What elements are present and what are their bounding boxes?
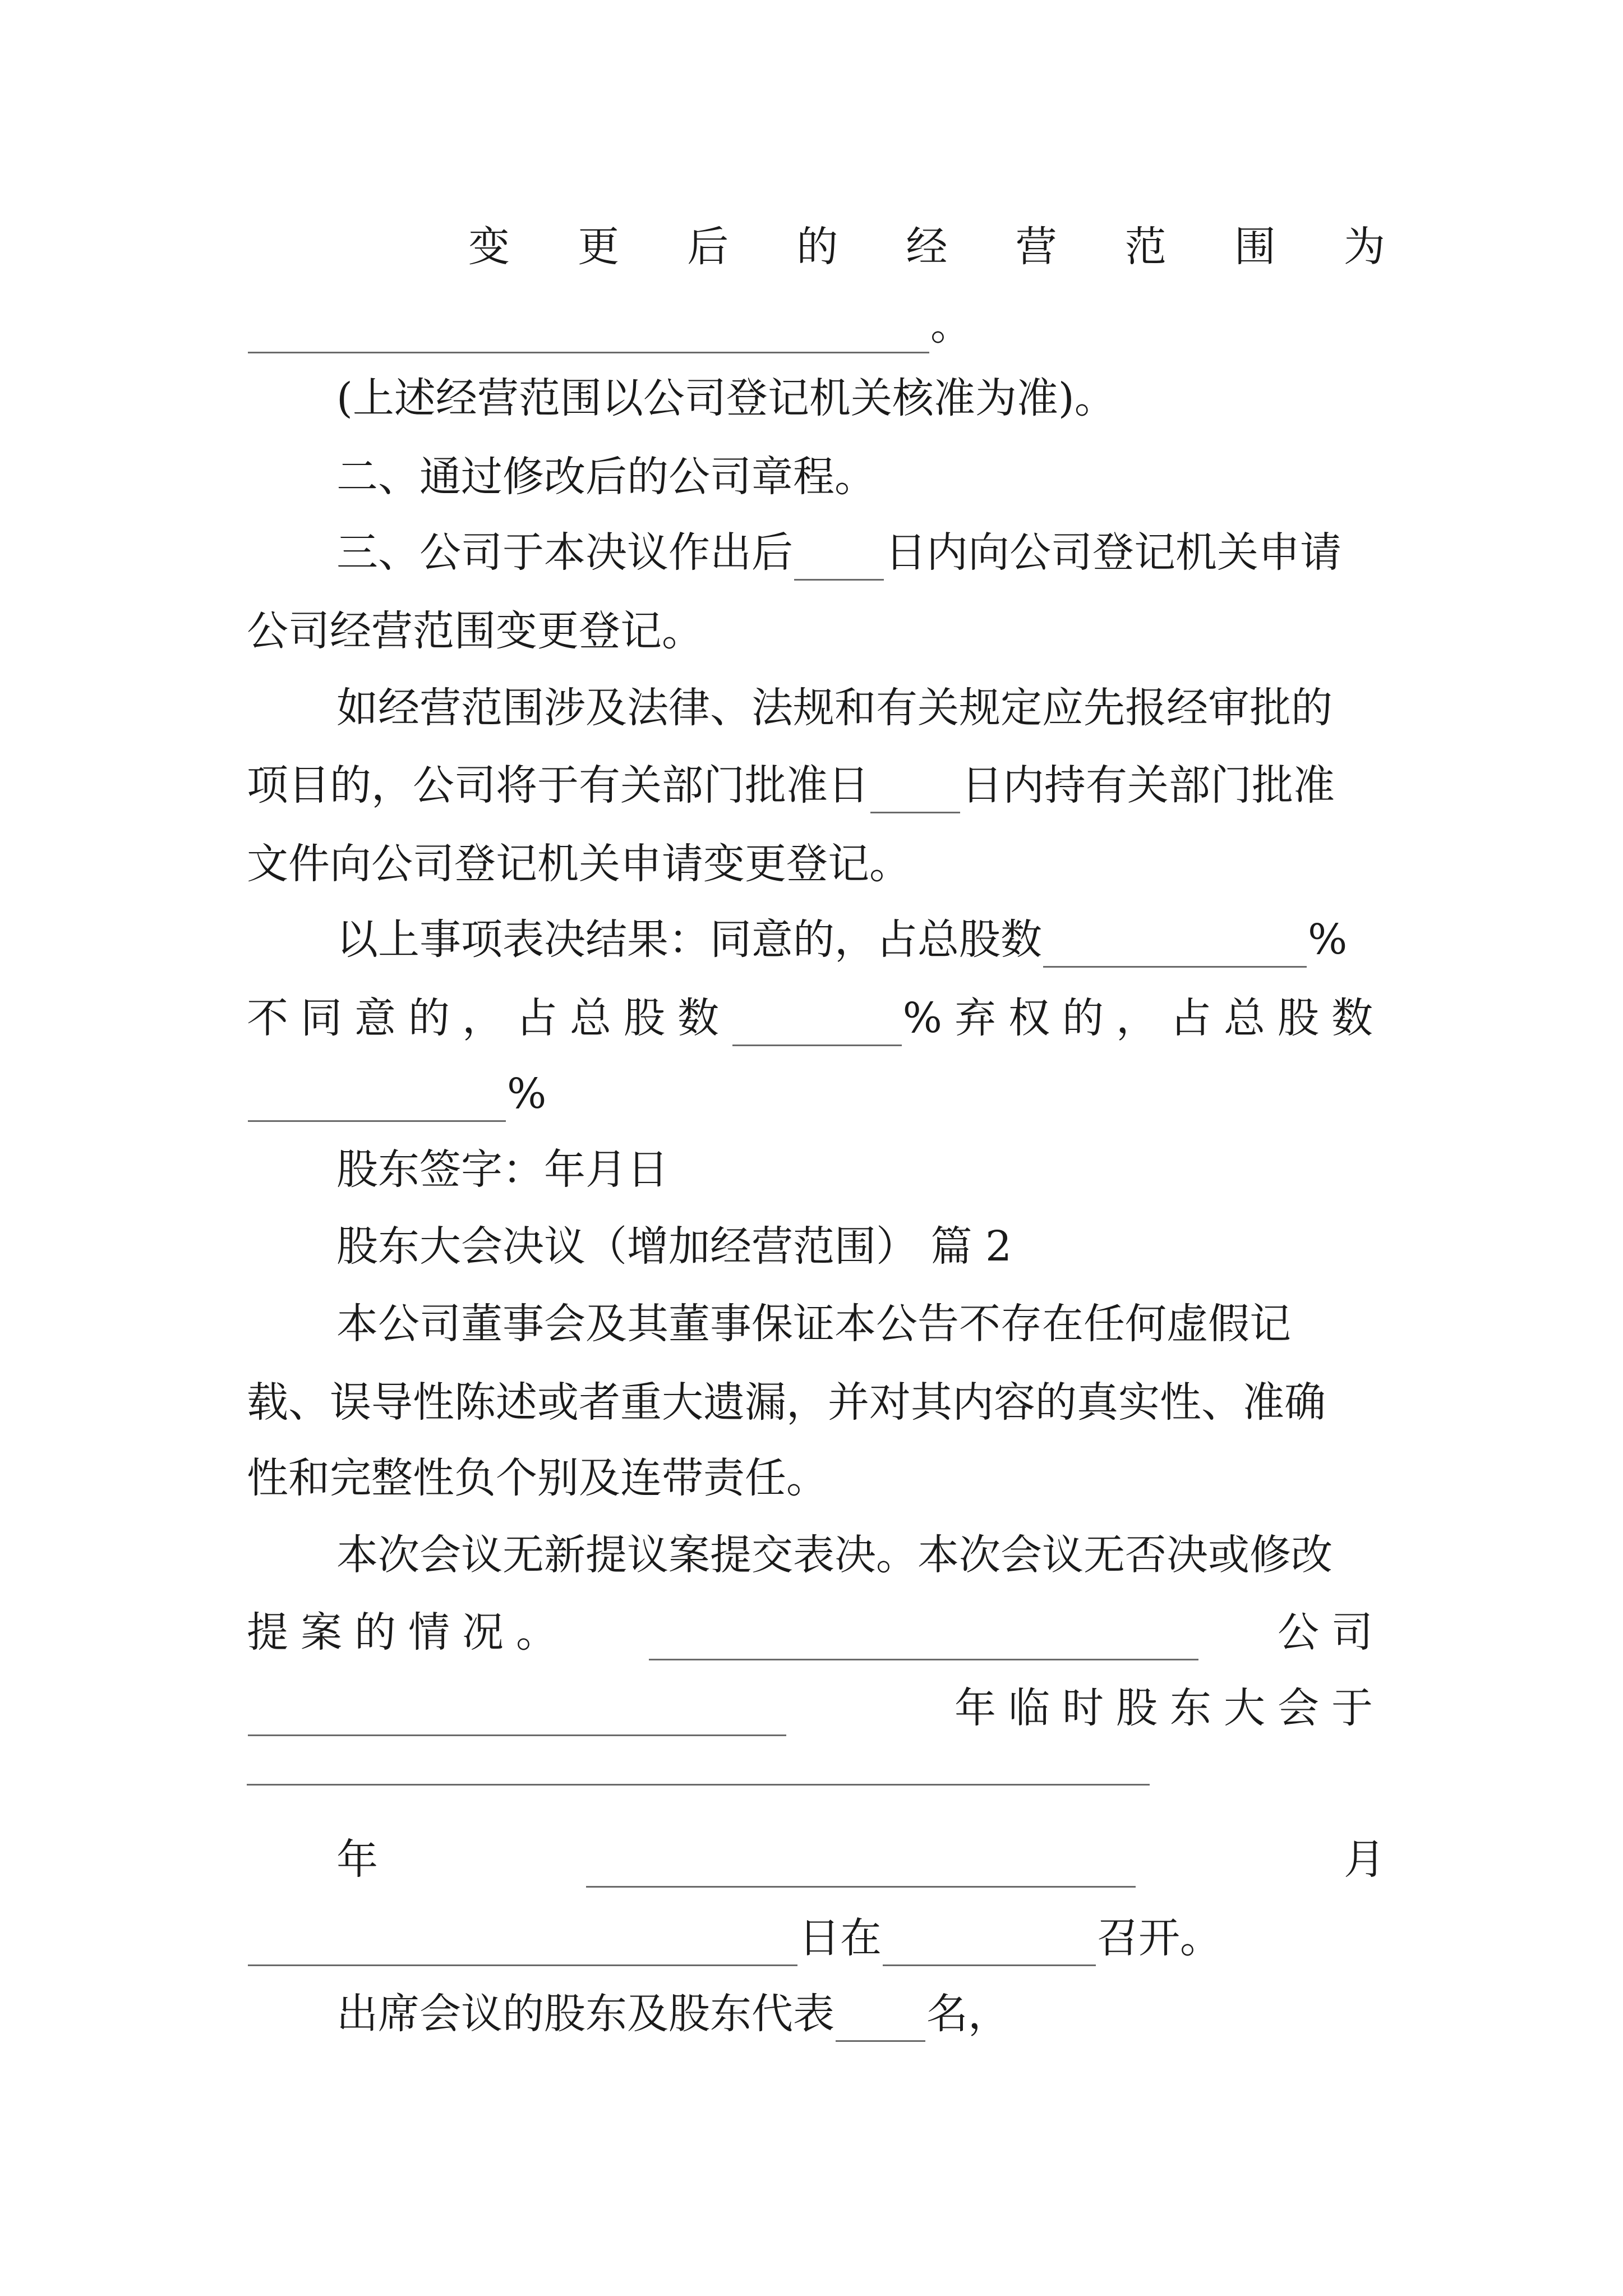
scope-blank[interactable] [248,307,929,353]
approval-text-a: 项目的，公司将于有关部门批准日 [247,761,869,809]
item-three-line2: 公司经营范围变更登记。 [247,607,703,655]
item-two: 二、通过修改后的公司章程。 [336,453,876,501]
company-label: 公司 [1278,1608,1385,1657]
char: 后 [687,223,729,271]
char: 的 [796,223,838,271]
char: 围 [1234,223,1276,271]
vote-line3 [247,1066,546,1122]
approval-text-b: 日内持有关部门批准 [961,761,1335,809]
venue-line [247,1910,1221,1966]
vote-line1 [336,912,1347,968]
held-label: 召开。 [1097,1914,1221,1962]
venue-blank[interactable] [883,1920,1096,1966]
attendance-line [336,1986,1009,2042]
vote-disagree-label: 不同意的，占总股数 [247,994,731,1042]
agree-percent-blank[interactable] [1043,921,1307,968]
attendance-text: 出席会议的股东及股东代表 [336,1990,834,2038]
char: 为 [1344,223,1385,271]
item-three-text-b: 日内向公司登记机关申请 [885,528,1341,577]
attendance-unit: 名， [926,1990,1009,2038]
percent-sign: % [507,1070,547,1118]
long-blank-rule[interactable] [247,1784,1150,1786]
approval-para-line2 [247,757,1335,813]
month-blank[interactable] [586,1841,1136,1888]
vote-agree-label: 以上事项表决结果：同意的，占总股数 [336,915,1042,964]
days-blank-1[interactable] [794,534,884,581]
meeting-line1: 本次会议无新提议案提交表决。本次会议无否决或修改 [336,1531,1332,1579]
char: 变 [468,223,510,271]
company-name-blank[interactable] [649,1614,1198,1660]
notice-line3: 性和完整性负个别及连带责任。 [247,1454,828,1502]
abstain-percent-blank[interactable] [248,1075,506,1122]
period: 。 [930,301,972,349]
percent-sign: % [1308,915,1348,964]
attendance-count-blank[interactable] [836,1995,925,2042]
scope-after-change-line [468,219,1385,275]
item-three-text-a: 三、公司于本决议作出后 [336,528,793,577]
notice-line1: 本公司董事会及其董事保证本公告不存在任何虚假记 [336,1300,1291,1348]
meeting-line3 [247,1680,1385,1736]
char: 营 [1015,223,1057,271]
vote-line2 [247,990,1385,1046]
day-blank[interactable] [248,1920,797,1966]
approval-para-line1: 如经营范围涉及法律、法规和有关规定应先报经审批的 [336,684,1332,732]
month-label: 月 [1344,1835,1385,1884]
days-blank-2[interactable] [870,767,960,813]
year-blank[interactable] [248,1690,786,1736]
vote-abstain-label: %弃权的，占总股数 [902,994,1385,1042]
notice-line2: 载、误导性陈述或者重大遗漏，并对其内容的真实性、准确 [247,1378,1326,1427]
date-line [336,1832,1385,1888]
char: 更 [578,223,620,271]
meeting-line2 [247,1604,1385,1660]
scope-note: (上述经营范围以公司登记机关核准为准)。 [336,374,1116,422]
section-title: 股东大会决议（增加经营范围） 篇 2 [336,1222,1012,1271]
year-label: 年 [336,1835,378,1884]
disagree-percent-blank[interactable] [732,1000,902,1046]
proposal-text: 提案的情况。 [247,1608,570,1657]
day-label: 日在 [799,1914,882,1962]
char: 经 [906,223,948,271]
char: 范 [1124,223,1166,271]
approval-para-line3: 文件向公司登记机关申请变更登记。 [247,840,911,888]
meeting-title-text: 年临时股东大会于 [955,1684,1385,1732]
scope-blank-line [247,297,972,353]
item-three-line1 [336,524,1341,581]
shareholder-signature: 股东签字：年月日 [336,1145,668,1194]
